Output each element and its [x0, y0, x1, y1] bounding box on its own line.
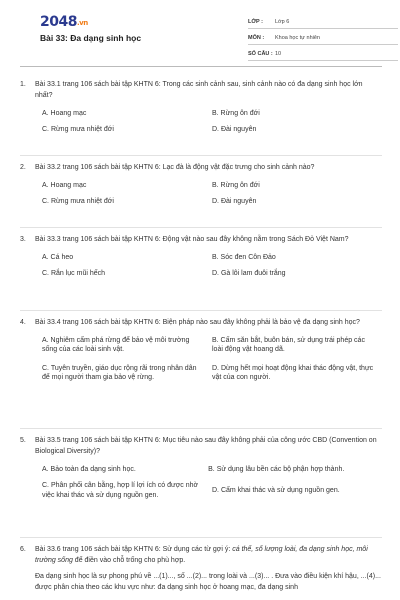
meta-value: Lớp 6	[275, 18, 290, 25]
answer-options	[20, 253, 382, 279]
option-a[interactable]: A. Bảo toàn đa dạng sinh học.	[42, 465, 136, 473]
option-b[interactable]: B. Rừng ôn đới	[212, 181, 260, 189]
option-c[interactable]: C. Rắn lục mũi hếch	[42, 270, 106, 278]
question-1	[20, 80, 382, 142]
option-b[interactable]: B. Rừng ôn đới	[212, 109, 260, 117]
option-d[interactable]: D. Cấm khai thác và sử dụng nguồn gen.	[212, 486, 340, 494]
answer-options	[20, 181, 382, 207]
hint-words: cá thể, số lượng loài, đa dạng sinh học, môi trường sống	[35, 546, 368, 564]
page-title: Bài 33: Đa dạng sinh học	[40, 33, 142, 43]
site-logo[interactable]: 2048.vn	[40, 14, 88, 30]
question-text: Bài 33.1 trang 106 sách bài tập KHTN 6: Trong các sinh cảnh sau, sinh cảnh nào có đa dạng sinh học lớn nhất?	[35, 81, 363, 99]
question-number: 4.	[20, 319, 26, 326]
question-divider	[20, 227, 382, 228]
question-text: Bài 33.3 trang 106 sách bài tập KHTN 6: Động vật nào sau đây không nằm trong Sách Đỏ Việt Nam?	[35, 236, 349, 243]
question-divider	[20, 537, 382, 538]
option-c[interactable]: C. Phân phối cân bằng, hợp lí lợi ích có được nhờ việc khai thác và sử dụng nguồn gen.	[42, 482, 199, 499]
meta-row-count	[248, 48, 398, 61]
question-2	[20, 163, 382, 214]
question-5	[20, 436, 382, 507]
question-text: Bài 33.5 trang 106 sách bài tập KHTN 6: Mục tiêu nào sau đây không phải của công ước CBD (Convention on Biological Diversity)?	[35, 437, 377, 455]
option-a[interactable]: A. Nghiêm cấm phá rừng để bảo vệ môi trường sống của các loài sinh vật.	[42, 336, 190, 354]
option-c[interactable]: C. Tuyên truyền, giáo dục rộng rãi trong nhân dân để mọi người tham gia bảo vệ rừng.	[42, 364, 197, 382]
option-b[interactable]: B. Sử dụng lâu bền các bộ phận hợp thành.	[208, 465, 345, 473]
option-a[interactable]: A. Cá heo	[42, 253, 74, 261]
fill-in-paragraph: Đa dạng sinh học là sự phong phú về ...(1)..., số ...(2)... trong loài và ...(3)... . Đưa vào điều kiện khí hậu, ...(4)... được phân chia theo các khu vực như: đa dạng sinh học ở hoang mạc, đa dạng sinh	[35, 572, 381, 591]
worksheet-meta	[248, 16, 398, 64]
meta-key: SỐ CÂU :	[248, 50, 273, 57]
meta-row-grade	[248, 16, 398, 29]
question-4	[20, 318, 382, 390]
option-b[interactable]: B. Cấm săn bắt, buôn bán, sử dụng trái phép các loài động vật hoang dã.	[212, 336, 365, 354]
meta-value: 10	[275, 50, 282, 57]
option-c[interactable]: C. Rừng mưa nhiệt đới	[42, 126, 114, 134]
option-c[interactable]: C. Rừng mưa nhiệt đới	[42, 198, 114, 206]
option-d[interactable]: D. Dừng hết mọi hoạt động khai thác động vật, thực vật của con người.	[212, 364, 374, 382]
answer-options	[20, 336, 382, 383]
question-text: Bài 33.6 trang 106 sách bài tập KHTN 6: Sử dụng các từ gợi ý: cá thể, số lượng loài, đa dạng sinh học, môi trường sống để điền vào chỗ trống cho phù hợp.	[35, 546, 368, 564]
meta-value: Khoa học tự nhiên	[275, 34, 320, 41]
option-b[interactable]: B. Sóc đen Côn Đảo	[212, 253, 276, 261]
question-divider	[20, 428, 382, 429]
option-d[interactable]: D. Đài nguyên	[212, 198, 257, 206]
question-number: 5.	[20, 437, 26, 444]
question-divider	[20, 310, 382, 311]
option-d[interactable]: D. Đài nguyên	[212, 126, 257, 134]
option-a[interactable]: A. Hoang mạc	[42, 109, 87, 117]
meta-key: MÔN :	[248, 34, 265, 41]
answer-options	[20, 465, 382, 500]
question-number: 2.	[20, 164, 26, 171]
header-divider	[20, 66, 382, 67]
question-number: 3.	[20, 236, 26, 243]
question-6	[20, 545, 382, 593]
question-3	[20, 235, 382, 286]
answer-options	[20, 109, 382, 135]
question-number: 6.	[20, 546, 26, 553]
question-divider	[20, 155, 382, 156]
question-text: Bài 33.4 trang 106 sách bài tập KHTN 6: Biện pháp nào sau đây không phải là bảo vệ đa dạng sinh học?	[35, 319, 360, 326]
option-a[interactable]: A. Hoang mạc	[42, 181, 87, 189]
meta-row-subject	[248, 32, 398, 45]
worksheet-header	[20, 0, 382, 62]
question-text: Bài 33.2 trang 106 sách bài tập KHTN 6: Lạc đà là động vật đặc trưng cho sinh cảnh nào?	[35, 164, 315, 171]
option-d[interactable]: D. Gà lôi lam đuôi trắng	[212, 270, 286, 278]
question-number: 1.	[20, 81, 26, 88]
meta-key: LỚP :	[248, 18, 263, 25]
